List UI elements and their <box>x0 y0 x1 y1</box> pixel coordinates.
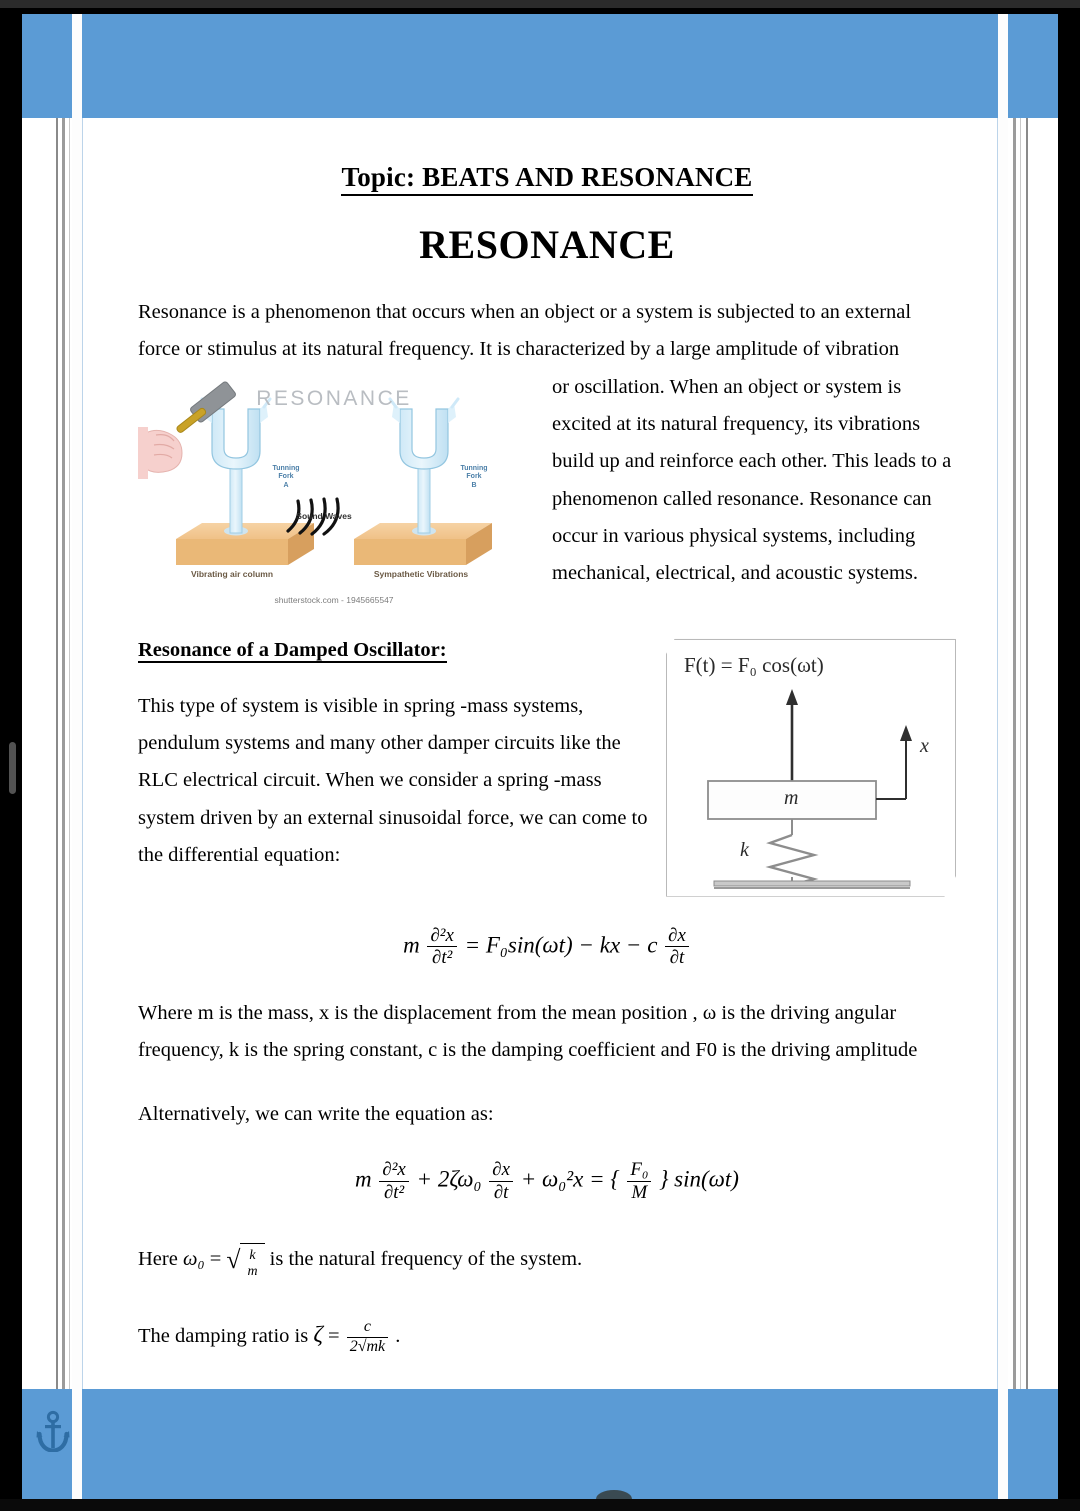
zeta-fraction: $\frac{c}{2√mk}$ <box>347 1318 388 1356</box>
zeta-equals: = <box>328 1324 340 1347</box>
stock-watermark: shutterstock.com - 1945665547 <box>274 594 394 605</box>
force-equation-label: F(t) = F₀ cos(ωt) <box>684 652 824 677</box>
eq2-rhs-fraction: $\frac{\text{F₀}}{M}$ <box>627 1159 651 1203</box>
page-title <box>138 162 956 193</box>
where-paragraph: Where m is the mass, x is the displacement from the mean position , ω is the driving angular frequency, k is the spring constant, c is the damping coefficient and F0 is the driving amplitude <box>138 1002 918 1062</box>
page-rule-right-2 <box>1020 118 1021 1389</box>
eq1-rhs-fraction: $\frac{\partial x}{\partial t}$ <box>665 925 689 969</box>
eq2-brace-open: { <box>610 1166 620 1192</box>
header-band-main <box>82 14 998 118</box>
damped-oscillator-subheading-text: Resonance of a Damped Oscillator: <box>138 638 447 661</box>
eq1-rhs-term2: kx <box>599 932 621 958</box>
damping-ratio-prefix: The damping ratio is <box>138 1324 309 1347</box>
anchor-icon <box>36 1410 70 1452</box>
left-block-caption: Vibrating air column <box>190 568 274 579</box>
fork-figure-title: RESONANCE <box>256 386 412 410</box>
spring-constant-label: k <box>740 838 749 861</box>
eq1-lhs-fraction: $\frac{\text{∂²x}}{\text{∂t²}}$ <box>427 925 456 969</box>
zeta-symbol: ζ <box>313 1321 323 1348</box>
page-gap-left <box>72 14 82 1499</box>
viewer-bottom-chrome <box>0 1499 1080 1511</box>
page-rule-right-1 <box>1013 118 1016 1389</box>
section-heading: RESONANCE <box>419 222 675 268</box>
right-block-caption: Sympathetic Vibrations <box>373 568 469 579</box>
intro-paragraph-2: or oscillation. When an object or system is excited at its natural frequency, its vibrations build up and reinforce each other. This leads to a phenomenon called resonance. Resonance can occur in various physical systems, including mechanical, electrical, and acoustic systems. <box>552 375 952 585</box>
eq1-m: m <box>403 932 420 958</box>
natural-frequency-suffix: is the natural frequency of the system. <box>269 1248 583 1271</box>
header-band-right <box>1008 14 1058 118</box>
eq2-brace-close: } <box>659 1166 669 1192</box>
fork-b-label: Tunning Fork B <box>460 464 488 490</box>
spring-mass-figure <box>666 639 956 897</box>
eq2-term2-fraction: $\frac{\partial x}{\partial t}$ <box>489 1159 513 1203</box>
omega0-radical: √ k m <box>226 1237 264 1284</box>
left-scroll-thumb[interactable] <box>9 742 16 794</box>
displacement-label: x <box>920 734 929 757</box>
damping-ratio-line <box>138 1314 956 1357</box>
viewer-top-chrome <box>0 0 1080 8</box>
footer-band-main <box>82 1389 998 1499</box>
page-rule-right-3 <box>1026 118 1028 1389</box>
sound-waves-label: Sound Waves <box>296 510 352 521</box>
page-title-text: Topic: BEATS AND RESONANCE <box>341 162 752 196</box>
eq2-m: m <box>355 1166 372 1192</box>
eq1-rhs-term1: F₀sin(ωt) <box>485 932 573 958</box>
damped-oscillator-paragraph: This type of system is visible in spring -mass systems, pendulum systems and many other damper circuits like the RLC electrical circuit. When we consider a spring -mass system driven by an external sinusoidal force, we can come to the differential equation: <box>138 694 648 866</box>
omega0-equals: = <box>209 1248 222 1271</box>
eq2-term3: ω₀²x <box>542 1166 584 1192</box>
page-rule-left-2 <box>62 118 65 1389</box>
intro-paragraph-1: Resonance is a phenomenon that occurs when an object or a system is subjected to an external force or stimulus at its natural frequency. It is characterized by a large amplitude of vibration <box>138 301 912 361</box>
document-content <box>138 150 956 1357</box>
eq2-plus-2: + <box>520 1166 537 1192</box>
tuning-fork-figure <box>138 373 530 613</box>
alternatively-paragraph: Alternatively, we can write the equation as: <box>138 1102 494 1125</box>
eq2-equals: = <box>589 1166 605 1192</box>
eq1-minus-1: − <box>578 932 594 958</box>
equation-1 <box>138 925 956 969</box>
eq2-term1-fraction: $\frac{\text{∂²x}}{\text{∂t²}}$ <box>379 1159 408 1203</box>
mass-label: m <box>784 786 799 809</box>
zeta-period: . <box>395 1324 401 1347</box>
page-rule-left-3 <box>69 118 70 1389</box>
natural-frequency-line <box>138 1237 956 1284</box>
eq1-equals: = <box>464 932 481 958</box>
eq1-c: c <box>647 932 658 958</box>
eq2-term2-coef: 2ζω₀ <box>437 1166 482 1192</box>
page-rule-left-1 <box>56 118 58 1389</box>
page-gap-right <box>998 14 1008 1499</box>
eq2-plus-1: + <box>416 1166 433 1192</box>
equation-2 <box>138 1159 956 1203</box>
natural-frequency-prefix: Here <box>138 1248 178 1271</box>
eq1-minus-2: − <box>625 932 642 958</box>
fork-a-label: Tunning Fork A <box>272 464 300 490</box>
header-band-left <box>22 14 72 118</box>
footer-band-right <box>1008 1389 1058 1499</box>
omega0-symbol: ω₀ <box>182 1248 205 1271</box>
eq2-rhs-tail: sin(ωt) <box>674 1166 739 1192</box>
